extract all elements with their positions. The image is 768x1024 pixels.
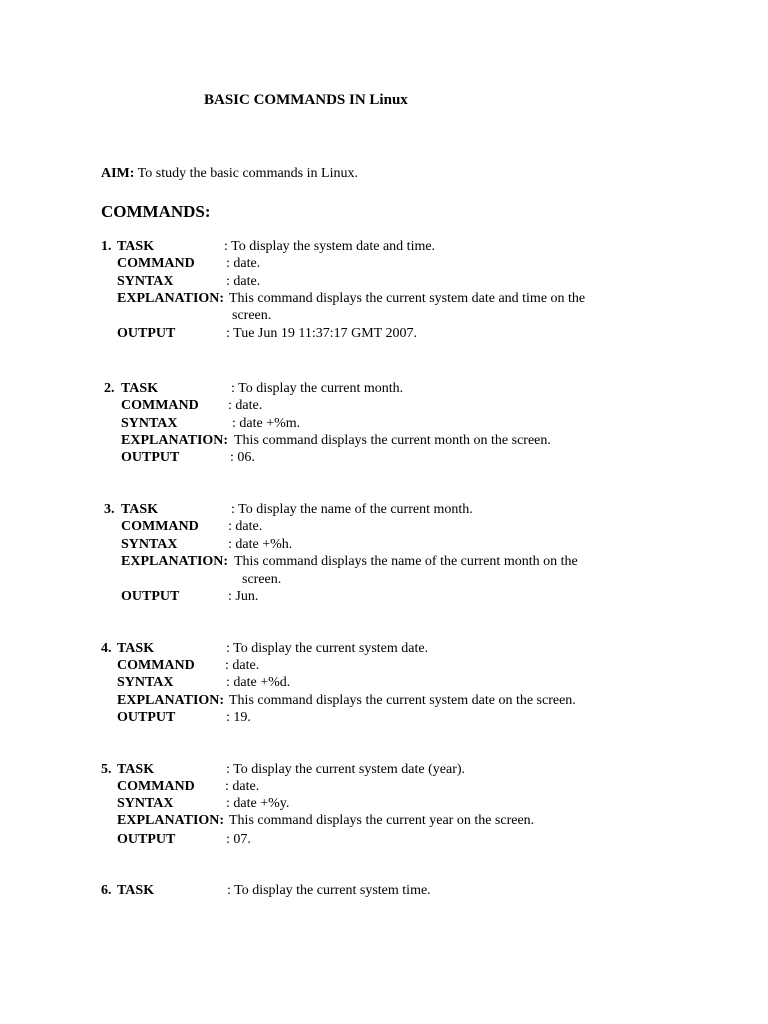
task-5-task-label: TASK <box>117 762 155 777</box>
task-1-task-value: : To display the system date and time. <box>224 239 436 254</box>
task-1-command-value: : date. <box>226 256 261 271</box>
aim-label: AIM: <box>101 166 135 181</box>
commands-heading: COMMANDS: <box>101 202 211 221</box>
task-4-syntax-value: : date +%d. <box>226 675 291 690</box>
task-4-number: 4. <box>101 641 112 656</box>
task-1-number: 1. <box>101 239 112 254</box>
task-3-output-label: OUTPUT <box>121 589 180 604</box>
task-4-command-value: : date. <box>225 658 260 673</box>
task-3-explanation-cont: screen. <box>242 572 282 587</box>
task-1-explanation-cont: screen. <box>232 308 272 323</box>
task-6-task-value: : To display the current system time. <box>227 883 431 898</box>
task-4-explanation-value: This command displays the current system date on the screen. <box>229 693 576 708</box>
task-5-task-value: : To display the current system date (year). <box>226 762 466 777</box>
task-5-command-label: COMMAND <box>117 779 195 794</box>
task-5-explanation-value: This command displays the current year on the screen. <box>229 813 535 828</box>
task-6-number: 6. <box>101 883 112 898</box>
task-1-output-value: : Tue Jun 19 11:37:17 GMT 2007. <box>226 326 417 341</box>
task-4-task-value: : To display the current system date. <box>226 641 429 656</box>
task-2-command-label: COMMAND <box>121 398 199 413</box>
task-4-explanation-label: EXPLANATION: <box>117 693 225 708</box>
task-5-syntax-value: : date +%y. <box>226 796 290 811</box>
task-2-explanation-label: EXPLANATION: <box>121 433 229 448</box>
task-6-task-label: TASK <box>117 883 155 898</box>
task-3-output-value: : Jun. <box>228 589 259 604</box>
task-5-output-value: : 07. <box>226 832 251 847</box>
task-1-syntax-value: : date. <box>226 274 261 289</box>
task-3-syntax-label: SYNTAX <box>121 537 178 552</box>
task-5-number: 5. <box>101 762 112 777</box>
task-3-command-value: : date. <box>228 519 263 534</box>
task-3-task-label: TASK <box>121 502 159 517</box>
task-5-output-label: OUTPUT <box>117 832 176 847</box>
document-title: BASIC COMMANDS IN Linux <box>204 92 408 108</box>
task-2-explanation-value: This command displays the current month on the screen. <box>234 433 551 448</box>
task-3-explanation-value: This command displays the name of the current month on the <box>234 554 578 569</box>
task-1-output-label: OUTPUT <box>117 326 176 341</box>
aim-text: To study the basic commands in Linux. <box>134 166 358 181</box>
task-1-explanation-label: EXPLANATION: <box>117 291 225 306</box>
aim-line <box>101 166 358 182</box>
task-2-command-value: : date. <box>228 398 263 413</box>
task-4-command-label: COMMAND <box>117 658 195 673</box>
task-4-output-label: OUTPUT <box>117 710 176 725</box>
task-3-command-label: COMMAND <box>121 519 199 534</box>
task-1-syntax-label: SYNTAX <box>117 274 174 289</box>
task-1-task-label: TASK <box>117 239 155 254</box>
task-5-explanation-label: EXPLANATION: <box>117 813 225 828</box>
task-2-number: 2. <box>104 381 115 396</box>
task-3-task-value: : To display the name of the current month. <box>231 502 473 517</box>
task-2-syntax-label: SYNTAX <box>121 416 178 431</box>
task-4-task-label: TASK <box>117 641 155 656</box>
task-2-syntax-value: : date +%m. <box>232 416 301 431</box>
task-3-explanation-label: EXPLANATION: <box>121 554 229 569</box>
task-3-number: 3. <box>104 502 115 517</box>
task-5-syntax-label: SYNTAX <box>117 796 174 811</box>
task-2-output-value: : 06. <box>230 450 255 465</box>
task-2-task-value: : To display the current month. <box>231 381 404 396</box>
task-2-task-label: TASK <box>121 381 159 396</box>
task-4-output-value: : 19. <box>226 710 251 725</box>
task-1-explanation-value: This command displays the current system date and time on the <box>229 291 586 306</box>
task-1-command-label: COMMAND <box>117 256 195 271</box>
task-5-command-value: : date. <box>225 779 260 794</box>
task-3-syntax-value: : date +%h. <box>228 537 293 552</box>
task-2-output-label: OUTPUT <box>121 450 180 465</box>
task-4-syntax-label: SYNTAX <box>117 675 174 690</box>
